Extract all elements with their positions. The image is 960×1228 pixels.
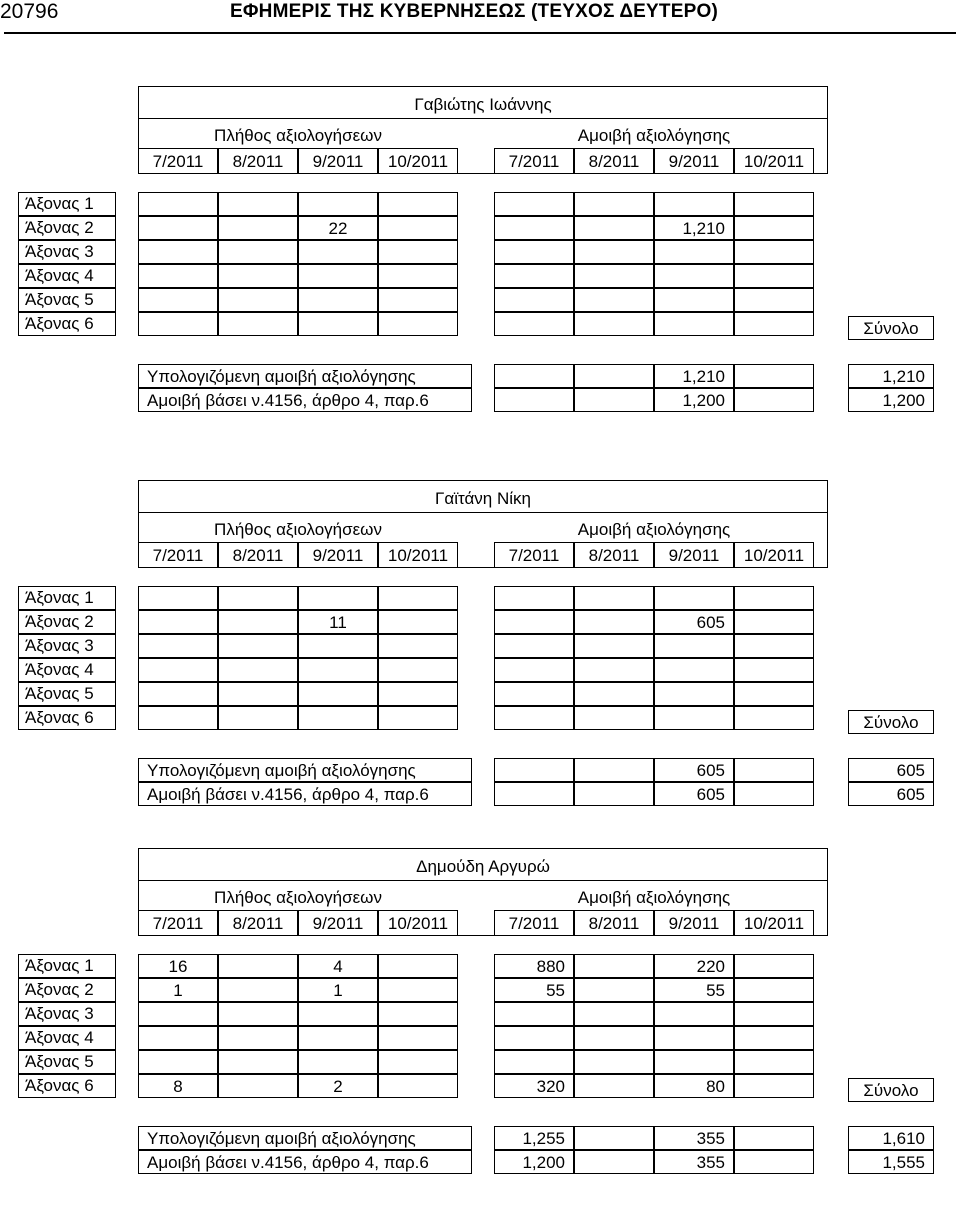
law-fee-value: 1,200 <box>494 1150 574 1174</box>
total-label: Σύνολο <box>848 710 934 734</box>
fee-header: Αμοιβή αξιολόγησης <box>577 125 731 145</box>
law-fee-value <box>494 388 574 412</box>
fee-cell <box>654 1026 734 1050</box>
count-cell <box>218 706 298 730</box>
fee-cell <box>494 586 574 610</box>
law-fee-label: Αμοιβή βάσει ν.4156, άρθρο 4, παρ.6 <box>138 388 472 412</box>
calc-fee-total: 1,210 <box>848 364 934 388</box>
count-cell <box>378 586 458 610</box>
month-header: 8/2011 <box>218 148 298 174</box>
fee-cell <box>494 216 574 240</box>
fee-cell <box>734 706 814 730</box>
calc-fee-value: 1,210 <box>654 364 734 388</box>
count-cell: 8 <box>138 1074 218 1098</box>
fee-cell: 320 <box>494 1074 574 1098</box>
month-header: 7/2011 <box>138 910 218 936</box>
fee-cell <box>654 1002 734 1026</box>
count-cell <box>138 216 218 240</box>
fee-cell <box>494 312 574 336</box>
fee-cell: 55 <box>494 978 574 1002</box>
count-cell <box>138 264 218 288</box>
fee-cell <box>734 312 814 336</box>
count-cell <box>378 610 458 634</box>
month-header: 9/2011 <box>654 910 734 936</box>
axis-label: Άξονας 3 <box>18 1002 116 1026</box>
count-cell <box>378 288 458 312</box>
count-cell <box>138 586 218 610</box>
fee-cell <box>494 240 574 264</box>
evaluator-block <box>0 848 960 1228</box>
axis-label: Άξονας 6 <box>18 312 116 336</box>
fee-cell <box>494 1050 574 1074</box>
month-header: 10/2011 <box>734 910 814 936</box>
calc-fee-value: 1,255 <box>494 1126 574 1150</box>
count-cell: 22 <box>298 216 378 240</box>
evaluator-name: Γαβιώτης Ιωάννης <box>414 94 552 114</box>
month-header: 8/2011 <box>574 542 654 568</box>
fee-cell <box>574 1026 654 1050</box>
calc-fee-value <box>574 758 654 782</box>
count-cell <box>138 240 218 264</box>
fee-cell <box>654 658 734 682</box>
month-header: 9/2011 <box>298 148 378 174</box>
fee-cell <box>574 264 654 288</box>
law-fee-value <box>494 782 574 806</box>
fee-cell <box>734 1002 814 1026</box>
fee-cell <box>734 634 814 658</box>
calc-fee-value <box>734 364 814 388</box>
count-cell <box>218 658 298 682</box>
count-cell <box>298 192 378 216</box>
count-cell: 11 <box>298 610 378 634</box>
fee-cell <box>654 288 734 312</box>
law-fee-value <box>574 782 654 806</box>
count-cell <box>378 312 458 336</box>
fee-cell <box>734 1026 814 1050</box>
fee-cell: 220 <box>654 954 734 978</box>
header-rule <box>4 32 956 34</box>
header-divider <box>138 880 828 881</box>
count-cell <box>138 312 218 336</box>
count-cell <box>378 978 458 1002</box>
count-cell <box>298 288 378 312</box>
law-fee-value: 1,200 <box>654 388 734 412</box>
calc-fee-total: 605 <box>848 758 934 782</box>
count-cell <box>218 586 298 610</box>
count-cell <box>218 978 298 1002</box>
month-header: 10/2011 <box>734 148 814 174</box>
fee-cell <box>654 312 734 336</box>
fee-cell <box>494 192 574 216</box>
axis-label: Άξονας 5 <box>18 682 116 706</box>
count-cell <box>218 1074 298 1098</box>
axis-label: Άξονας 1 <box>18 586 116 610</box>
fee-cell <box>734 216 814 240</box>
axis-label: Άξονας 1 <box>18 954 116 978</box>
fee-cell <box>574 1002 654 1026</box>
law-fee-total: 605 <box>848 782 934 806</box>
fee-cell <box>494 658 574 682</box>
count-cell <box>298 1026 378 1050</box>
fee-cell <box>734 240 814 264</box>
fee-cell <box>734 682 814 706</box>
calc-fee-label: Υπολογιζόμενη αμοιβή αξιολόγησης <box>138 364 472 388</box>
count-cell <box>378 192 458 216</box>
fee-cell <box>494 610 574 634</box>
count-cell <box>378 1026 458 1050</box>
count-cell <box>378 706 458 730</box>
count-cell <box>298 1002 378 1026</box>
fee-cell: 605 <box>654 610 734 634</box>
page-number: 20796 <box>0 0 59 23</box>
count-cell <box>218 240 298 264</box>
fee-cell: 55 <box>654 978 734 1002</box>
count-cell <box>138 192 218 216</box>
fee-header: Αμοιβή αξιολόγησης <box>577 887 731 907</box>
axis-label: Άξονας 3 <box>18 240 116 264</box>
axis-label: Άξονας 5 <box>18 1050 116 1074</box>
fee-cell <box>574 240 654 264</box>
law-fee-value: 605 <box>654 782 734 806</box>
law-fee-value <box>734 388 814 412</box>
month-header: 10/2011 <box>378 148 458 174</box>
axis-label: Άξονας 4 <box>18 1026 116 1050</box>
fee-cell <box>574 658 654 682</box>
law-fee-total: 1,555 <box>848 1150 934 1174</box>
fee-cell <box>654 1050 734 1074</box>
count-header: Πλήθος αξιολογήσεων <box>214 125 382 145</box>
fee-cell <box>494 288 574 312</box>
evaluator-name: Δημούδη Αργυρώ <box>416 856 550 876</box>
count-cell: 2 <box>298 1074 378 1098</box>
count-cell <box>378 1050 458 1074</box>
law-fee-label: Αμοιβή βάσει ν.4156, άρθρο 4, παρ.6 <box>138 782 472 806</box>
fee-cell <box>574 682 654 706</box>
fee-cell <box>574 1074 654 1098</box>
count-cell <box>138 1050 218 1074</box>
count-cell <box>378 1002 458 1026</box>
count-cell <box>378 634 458 658</box>
axis-label: Άξονας 2 <box>18 978 116 1002</box>
count-cell <box>218 1002 298 1026</box>
month-header: 9/2011 <box>654 148 734 174</box>
fee-cell <box>654 682 734 706</box>
count-cell <box>218 954 298 978</box>
law-fee-value <box>574 388 654 412</box>
month-header: 8/2011 <box>574 148 654 174</box>
count-cell <box>298 1050 378 1074</box>
month-header: 7/2011 <box>138 148 218 174</box>
fee-cell <box>574 216 654 240</box>
fee-cell <box>654 586 734 610</box>
count-cell <box>378 682 458 706</box>
month-header: 8/2011 <box>218 910 298 936</box>
month-header: 10/2011 <box>734 542 814 568</box>
calc-fee-value: 355 <box>654 1126 734 1150</box>
month-header: 9/2011 <box>298 542 378 568</box>
fee-cell <box>574 192 654 216</box>
calc-fee-label: Υπολογιζόμενη αμοιβή αξιολόγησης <box>138 1126 472 1150</box>
month-header: 10/2011 <box>378 910 458 936</box>
count-cell <box>218 264 298 288</box>
count-cell <box>298 240 378 264</box>
month-header: 7/2011 <box>494 542 574 568</box>
count-cell <box>378 658 458 682</box>
calc-fee-label: Υπολογιζόμενη αμοιβή αξιολόγησης <box>138 758 472 782</box>
fee-cell <box>654 240 734 264</box>
fee-cell <box>574 288 654 312</box>
fee-cell <box>734 610 814 634</box>
count-cell <box>138 1026 218 1050</box>
law-fee-value <box>574 1150 654 1174</box>
fee-cell <box>654 706 734 730</box>
month-header: 7/2011 <box>494 910 574 936</box>
calc-fee-value <box>734 1126 814 1150</box>
evaluator-block <box>0 86 960 466</box>
count-cell <box>138 682 218 706</box>
count-cell <box>138 610 218 634</box>
fee-cell: 880 <box>494 954 574 978</box>
axis-label: Άξονας 6 <box>18 1074 116 1098</box>
fee-cell <box>734 586 814 610</box>
law-fee-total: 1,200 <box>848 388 934 412</box>
fee-cell <box>494 682 574 706</box>
total-label: Σύνολο <box>848 1078 934 1102</box>
count-cell <box>378 240 458 264</box>
month-header: 9/2011 <box>654 542 734 568</box>
count-cell <box>298 682 378 706</box>
count-cell: 1 <box>138 978 218 1002</box>
axis-label: Άξονας 2 <box>18 610 116 634</box>
count-cell <box>218 634 298 658</box>
count-cell <box>298 312 378 336</box>
count-cell <box>298 658 378 682</box>
fee-cell <box>734 954 814 978</box>
month-header: 7/2011 <box>138 542 218 568</box>
count-cell <box>298 586 378 610</box>
calc-fee-total: 1,610 <box>848 1126 934 1150</box>
count-cell: 4 <box>298 954 378 978</box>
fee-cell <box>654 192 734 216</box>
fee-cell <box>574 634 654 658</box>
axis-label: Άξονας 5 <box>18 288 116 312</box>
count-cell <box>378 264 458 288</box>
fee-cell <box>574 312 654 336</box>
fee-cell <box>574 586 654 610</box>
count-cell: 1 <box>298 978 378 1002</box>
count-cell <box>218 1050 298 1074</box>
fee-cell <box>494 634 574 658</box>
fee-cell <box>494 1002 574 1026</box>
count-cell <box>378 216 458 240</box>
month-header: 8/2011 <box>218 542 298 568</box>
evaluator-block <box>0 480 960 860</box>
calc-fee-value <box>494 758 574 782</box>
fee-cell <box>574 706 654 730</box>
month-header: 10/2011 <box>378 542 458 568</box>
count-cell <box>138 706 218 730</box>
fee-cell <box>734 1050 814 1074</box>
axis-label: Άξονας 3 <box>18 634 116 658</box>
count-cell <box>298 634 378 658</box>
count-cell <box>218 682 298 706</box>
fee-cell <box>734 264 814 288</box>
fee-cell <box>654 264 734 288</box>
count-cell <box>378 1074 458 1098</box>
axis-label: Άξονας 4 <box>18 658 116 682</box>
month-header: 9/2011 <box>298 910 378 936</box>
count-cell <box>218 1026 298 1050</box>
fee-cell <box>734 978 814 1002</box>
calc-fee-value <box>574 364 654 388</box>
page-title: ΕΦΗΜΕΡΙΣ ΤΗΣ ΚΥΒΕΡΝΗΣΕΩΣ (ΤΕΥΧΟΣ ΔΕΥΤΕΡΟ) <box>230 1 718 22</box>
count-cell <box>378 954 458 978</box>
header-divider <box>138 512 828 513</box>
fee-cell <box>574 610 654 634</box>
count-cell <box>298 264 378 288</box>
fee-header: Αμοιβή αξιολόγησης <box>577 519 731 539</box>
month-header: 7/2011 <box>494 148 574 174</box>
fee-cell <box>654 634 734 658</box>
count-cell <box>138 1002 218 1026</box>
count-cell <box>218 312 298 336</box>
total-label: Σύνολο <box>848 316 934 340</box>
fee-cell <box>734 1074 814 1098</box>
fee-cell <box>734 192 814 216</box>
fee-cell <box>574 954 654 978</box>
axis-label: Άξονας 2 <box>18 216 116 240</box>
axis-label: Άξονας 6 <box>18 706 116 730</box>
law-fee-label: Αμοιβή βάσει ν.4156, άρθρο 4, παρ.6 <box>138 1150 472 1174</box>
fee-cell <box>494 706 574 730</box>
count-cell <box>138 634 218 658</box>
count-header: Πλήθος αξιολογήσεων <box>214 887 382 907</box>
fee-cell <box>574 978 654 1002</box>
evaluator-name: Γαϊτάνη Νίκη <box>435 488 531 508</box>
calc-fee-value <box>574 1126 654 1150</box>
calc-fee-value: 605 <box>654 758 734 782</box>
calc-fee-value <box>734 758 814 782</box>
law-fee-value: 355 <box>654 1150 734 1174</box>
fee-cell: 80 <box>654 1074 734 1098</box>
count-cell <box>138 288 218 312</box>
axis-label: Άξονας 1 <box>18 192 116 216</box>
month-header: 8/2011 <box>574 910 654 936</box>
axis-label: Άξονας 4 <box>18 264 116 288</box>
count-cell <box>298 706 378 730</box>
count-cell <box>218 610 298 634</box>
count-cell <box>218 288 298 312</box>
fee-cell: 1,210 <box>654 216 734 240</box>
count-cell <box>138 658 218 682</box>
law-fee-value <box>734 782 814 806</box>
fee-cell <box>734 658 814 682</box>
count-header: Πλήθος αξιολογήσεων <box>214 519 382 539</box>
fee-cell <box>734 288 814 312</box>
fee-cell <box>494 264 574 288</box>
count-cell <box>218 216 298 240</box>
fee-cell <box>574 1050 654 1074</box>
header-divider <box>138 118 828 119</box>
fee-cell <box>494 1026 574 1050</box>
law-fee-value <box>734 1150 814 1174</box>
count-cell <box>218 192 298 216</box>
count-cell: 16 <box>138 954 218 978</box>
calc-fee-value <box>494 364 574 388</box>
